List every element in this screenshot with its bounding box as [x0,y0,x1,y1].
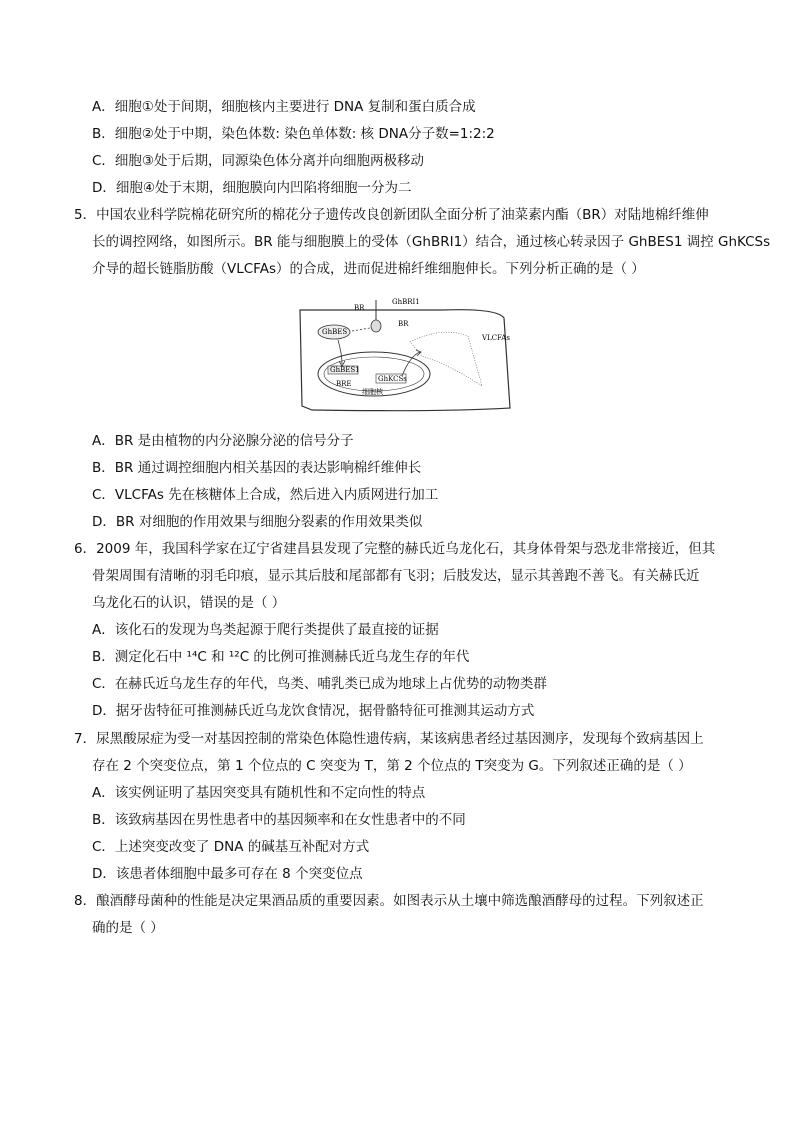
label-ghkcss: GhKCSs [378,375,407,383]
q5-stem-line-3: 介导的超长链脂肪酸（VLCFAs）的合成，进而促进棉纤维细胞伸长。下列分析正确的是（ ） [92,261,645,277]
label-vlcfas: VLCFAs [482,334,510,342]
q7-option-d: D．该患者体细胞中最多可存在 8 个突变位点 [92,866,363,882]
q8-stem-line-2: 确的是（ ） [92,920,164,936]
q6-stem-line-3: 乌龙化石的认识，错误的是（ ） [92,595,286,611]
label-ghbes1: GhBES1 [330,366,360,374]
prev-option-b: B．细胞②处于中期，染色体数: 染色单体数: 核 DNA分子数=1:2:2 [92,126,495,142]
q6-option-c: C．在赫氏近乌龙生存的年代，鸟类、哺乳类已成为地球上占优势的动物类群 [92,676,547,692]
q6-option-a: A．该化石的发现为鸟类起源于爬行类提供了最直接的证据 [92,622,439,638]
q5-stem-line-2: 长的调控网络，如图所示。BR 能与细胞膜上的受体（GhBRI1）结合，通过核心转录因子 GhBES1 调控 GhKCSs [92,234,771,250]
er-region [410,332,482,386]
prev-option-a: A．细胞①处于间期，细胞核内主要进行 DNA 复制和蛋白质合成 [92,99,476,115]
q5-option-c: C．VLCFAs 先在核糖体上合成，然后进入内质网进行加工 [92,487,439,503]
q7-option-b: B．该致病基因在男性患者中的基因频率和在女性患者中的不同 [92,812,466,828]
q5-option-b: B．BR 通过调控细胞内相关基因的表达影响棉纤维伸长 [92,460,422,476]
q5-option-a: A．BR 是由植物的内分泌腺分泌的信号分子 [92,433,354,449]
q6-option-d: D．据牙齿特征可推测赫氏近乌龙饮食情况，据骨骼特征可推测其运动方式 [92,703,535,719]
q6-stem-line-2: 骨架周围有清晰的羽毛印痕，显示其后肢和尾部都有飞羽；后肢发达，显示其善跑不善飞。有关赫氏近 [92,568,700,584]
q5-option-d: D．BR 对细胞的作用效果与细胞分裂素的作用效果类似 [92,514,423,530]
q6-stem-line-1: 6．2009 年，我国科学家在辽宁省建昌县发现了完整的赫氏近乌龙化石，其身体骨架与恐龙非常接近，但其 [74,541,716,557]
q7-option-a: A．该实例证明了基因突变具有随机性和不定向性的特点 [92,785,426,801]
q7-stem-line-1: 7．尿黑酸尿症为受一对基因控制的常染色体隐性遗传病，某该病患者经过基因测序，发现每个致病基因上 [74,731,704,747]
q5-stem-line-1: 5．中国农业科学院棉花研究所的棉花分子遗传改良创新团队全面分析了油菜素内酯（BR）对陆地棉纤维伸 [74,207,709,223]
arrow-ghbes-to-nucleus [338,340,342,364]
label-nucleus: 细胞核 [362,388,383,396]
label-br-mid: BR [398,320,409,328]
label-ghbri1: GhBRI1 [392,298,420,306]
label-br-top: BR [354,304,365,312]
q7-stem-line-2: 存在 2 个突变位点，第 1 个位点的 C 突变为 T，第 2 个位点的 T突变为 G。下列叙述正确的是（ ） [92,758,692,774]
q7-option-c: C．上述突变改变了 DNA 的碱基互补配对方式 [92,839,370,855]
dashed-link [352,328,370,331]
receptor-ghbri1 [371,320,381,332]
q6-option-b: B．测定化石中 ¹⁴C 和 ¹²C 的比例可推测赫氏近乌龙生存的年代 [92,649,470,665]
label-bre: BRE [336,380,352,388]
prev-option-c: C．细胞③处于后期，同源染色体分离并向细胞两极移动 [92,153,425,169]
label-ghbes: GhBES [322,328,348,336]
q8-stem-line-1: 8．酿酒酵母菌种的性能是决定果酒品质的重要因素。如图表示从土壤中筛选酿酒酵母的过程。下列叙述正 [74,893,704,909]
prev-option-d: D．细胞④处于末期，细胞膜向内凹陷将细胞一分为二 [92,180,412,196]
br-signaling-figure [292,296,522,414]
